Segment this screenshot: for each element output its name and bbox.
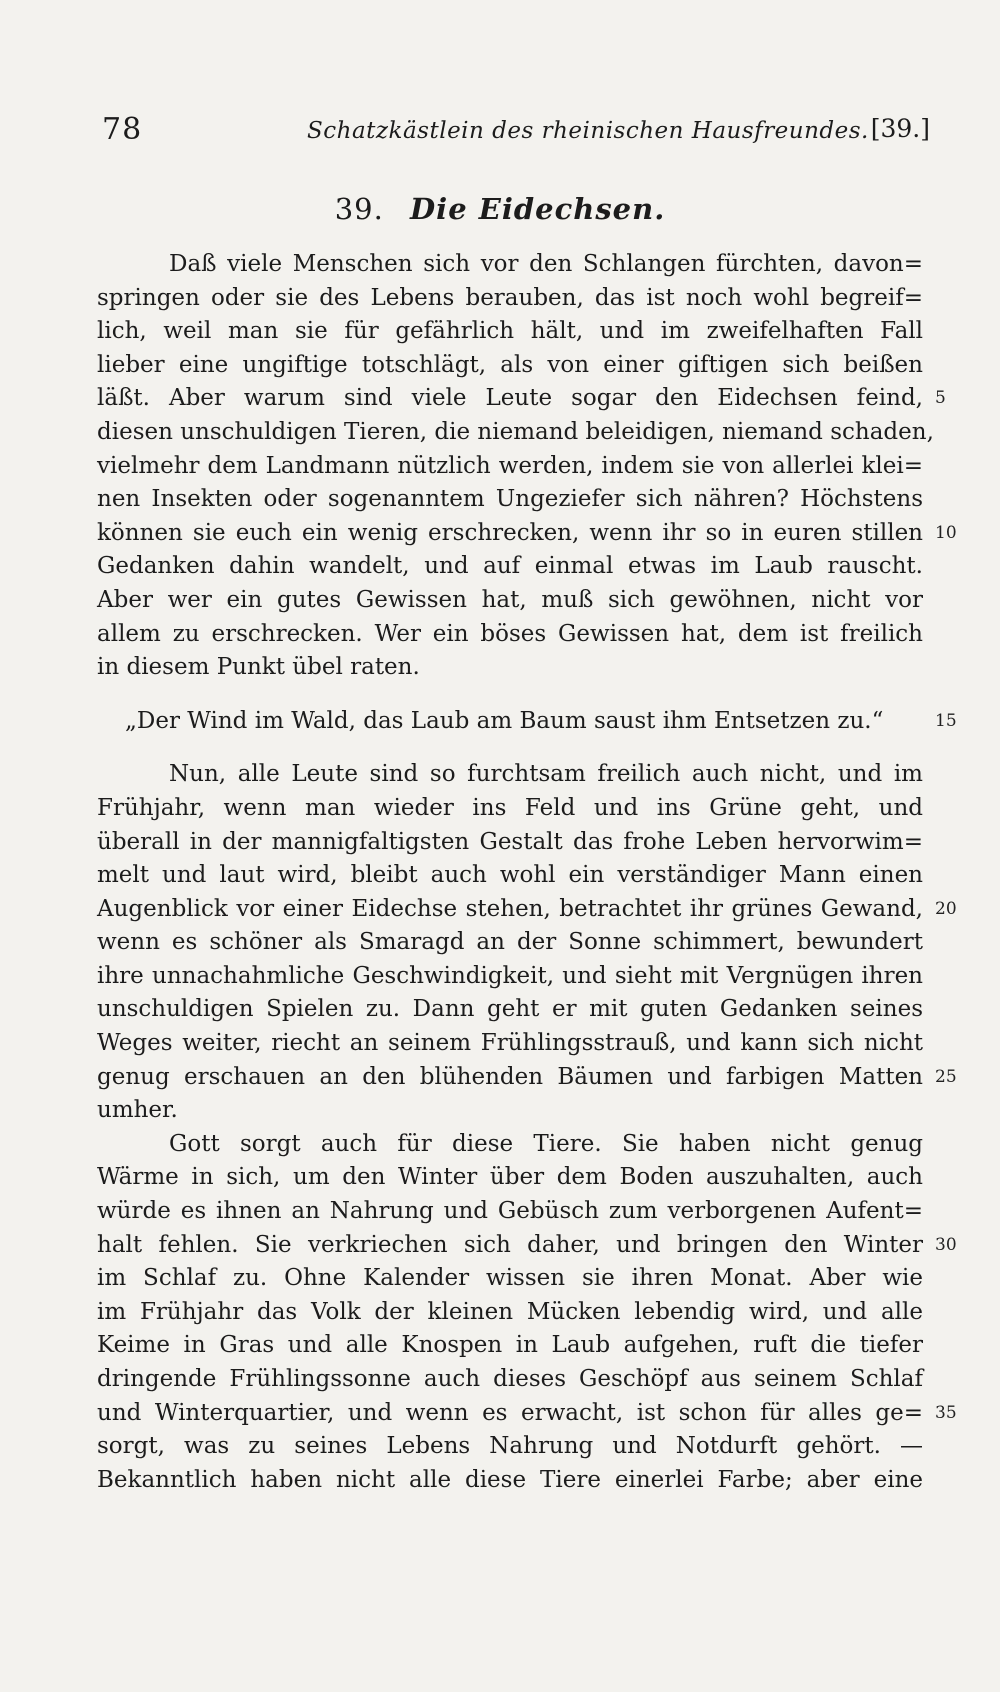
text-line: im Frühjahr das Volk der kleinen Mücken lebendig wird, und alle [97,1298,923,1325]
line-number: 15 [935,710,957,731]
text-line: genug erschauen an den blühenden Bäumen und farbigen Matten 25 [97,1061,923,1095]
text-line: nen Insekten oder sogenanntem Ungeziefer sich nähren? Höchstens [97,486,923,513]
text-line: unschuldigen Spielen zu. Dann geht er mit guten Gedanken seines [97,996,923,1023]
text-line: melt und laut wird, bleibt auch wohl ein verständiger Mann einen [97,862,923,889]
section-reference: [39.] [870,114,930,143]
text-line: überall in der mannigfaltigsten Gestalt das frohe Leben hervorwim= [97,828,923,855]
text-line: ihre unnachahmliche Geschwindigkeit, und sieht mit Vergnügen ihren [97,962,923,989]
text-line: vielmehr dem Landmann nützlich werden, indem sie von allerlei klei= [97,452,923,479]
chapter-number: 39. [334,192,384,226]
text-line: wenn es schöner als Smaragd an der Sonne schimmert, bewundert [97,929,923,956]
text-line: sorgt, was zu seines Lebens Nahrung und Notdurft gehört. — [97,1433,923,1460]
page-number: 78 [102,112,143,147]
page-header [102,112,930,152]
text-line: und Winterquartier, und wenn es erwacht, ist schon für alles ge= 35 [97,1397,923,1431]
text-line: Augenblick vor einer Eidechse stehen, betrachtet ihr grünes Gewand, 20 [97,893,923,927]
line-number: 10 [935,522,957,543]
text-line: Daß viele Menschen sich vor den Schlangen fürchten, davon= [169,251,923,277]
line-number: 5 [935,388,946,409]
text-line: Frühjahr, wenn man wieder ins Feld und ins Grüne geht, und [97,794,923,821]
text-line: können sie euch ein wenig erschrecken, wenn ihr so in euren stillen 10 [97,517,923,551]
text-line: im Schlaf zu. Ohne Kalender wissen sie ihren Monat. Aber wie [97,1265,923,1292]
text-line: Gott sorgt auch für diese Tiere. Sie haben nicht genug [169,1130,923,1157]
chapter-name: Die Eidechsen. [410,192,666,226]
body-text [97,248,957,1497]
line-number: 25 [935,1066,957,1087]
text-line: lich, weil man sie für gefährlich hält, und im zweifelhaften Fall [97,318,923,345]
text-line: Nun, alle Leute sind so furchtsam freilich auch nicht, und im [169,761,923,788]
text-line: würde es ihnen an Nahrung und Gebüsch zum verborgenen Aufent= [97,1198,923,1225]
text-line: diesen unschuldigen Tieren, die niemand beleidigen, niemand schaden, [97,418,934,445]
running-title: Schatzkästlein des rheinischen Hausfreundes. [307,118,869,144]
text-line: dringende Frühlingssonne auch dieses Geschöpf aus seinem Schlaf [97,1366,923,1392]
text-line: Gedanken dahin wandelt, und auf einmal etwas im Laub rauscht. [97,553,923,580]
quote-line: „Der Wind im Wald, das Laub am Baum saust ihm Entsetzen zu.“ 15 [97,705,923,739]
line-number: 20 [935,898,957,919]
text-line: allem zu erschrecken. Wer ein böses Gewissen hat, dem ist freilich [97,620,923,647]
text-line: Keime in Gras und alle Knospen in Laub aufgehen, ruft die tiefer [97,1332,923,1359]
text-line: in diesem Punkt übel raten. [97,654,420,681]
text-line: halt fehlen. Sie verkriechen sich daher, und bringen den Winter 30 [97,1229,923,1263]
text-line: Wärme in sich, um den Winter über dem Boden auszuhalten, auch [97,1164,923,1191]
chapter-title [0,192,1000,226]
line-number: 30 [935,1234,957,1255]
text-line: Bekanntlich haben nicht alle diese Tiere einerlei Farbe; aber eine [97,1466,923,1493]
text-line: springen oder sie des Lebens berauben, das ist noch wohl begreif= [97,284,923,311]
text-line: Weges weiter, riecht an seinem Frühlingsstrauß, und kann sich nicht [97,1030,923,1057]
text-line: Aber wer ein gutes Gewissen hat, muß sich gewöhnen, nicht vor [97,586,923,613]
text-line: läßt. Aber warum sind viele Leute sogar den Eidechsen feind, 5 [97,382,923,416]
text-line: lieber eine ungiftige totschlägt, als von einer giftigen sich beißen [97,351,923,378]
text-line: umher. [97,1097,178,1124]
line-number: 35 [935,1402,957,1423]
